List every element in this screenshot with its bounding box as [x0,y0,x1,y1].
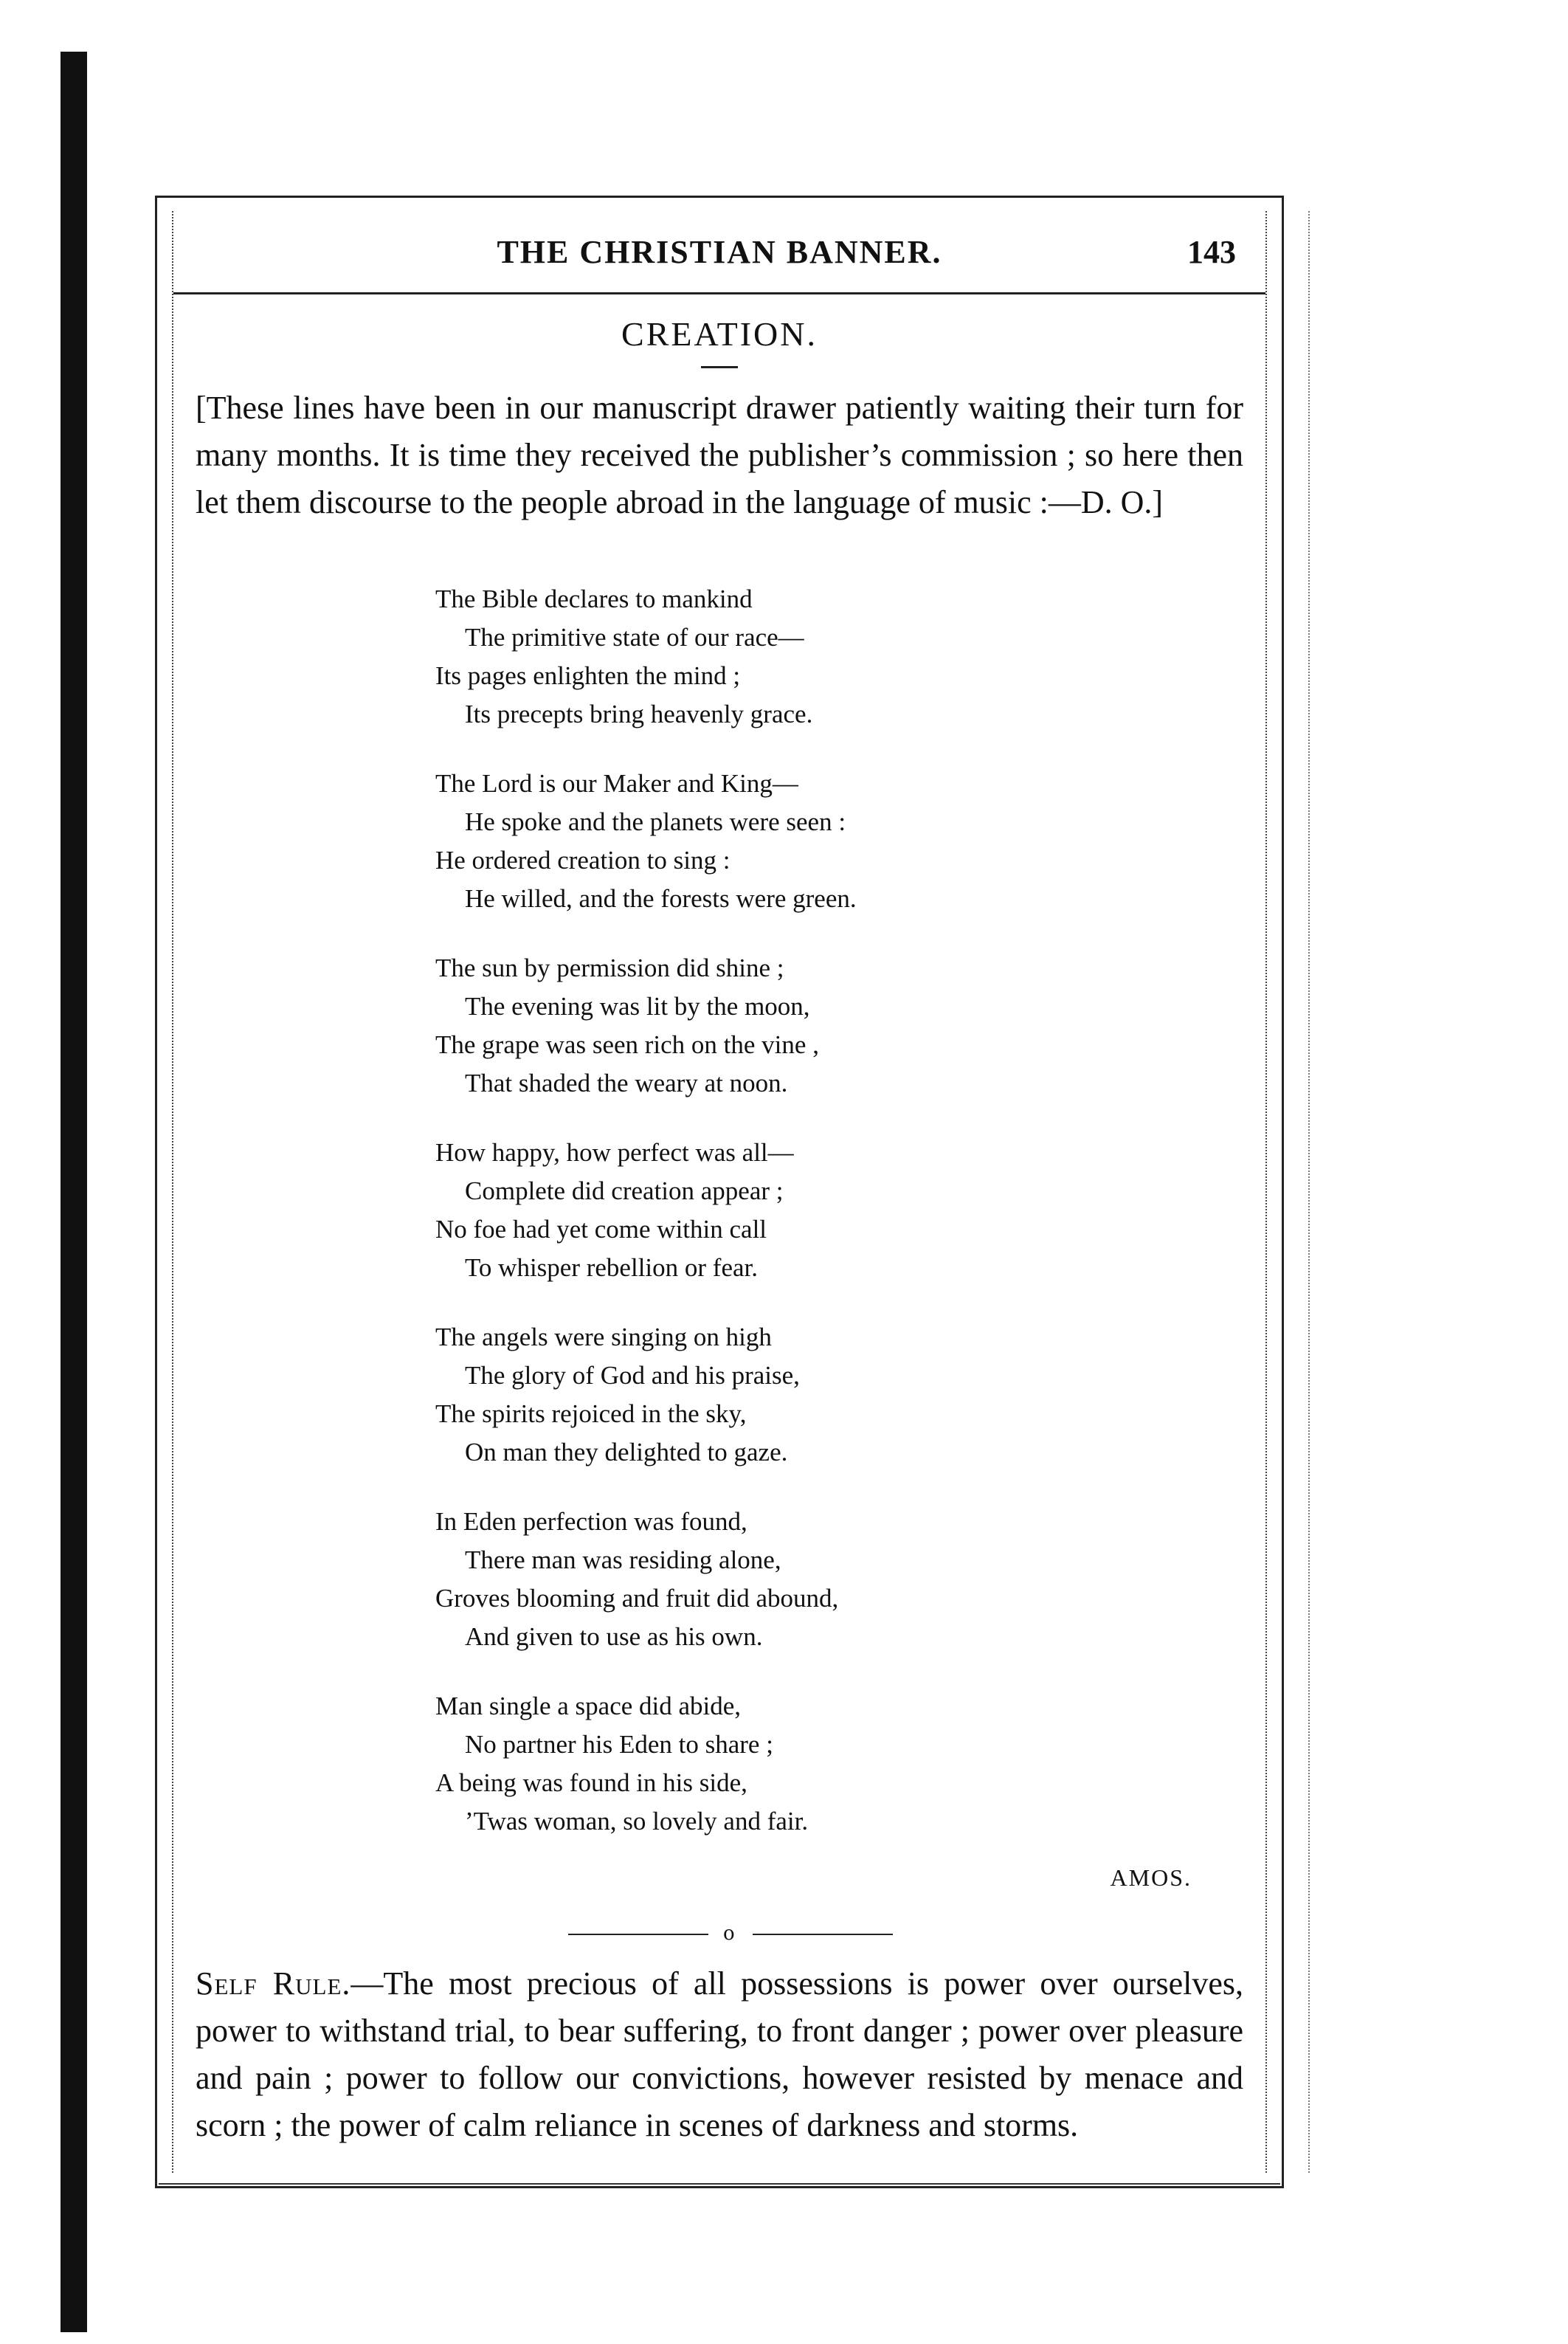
poem-stanza [435,1134,1099,1287]
title-rule [701,366,738,368]
poem-line: And given to use as his own. [465,1622,763,1651]
poem-line: The evening was lit by the moon, [465,992,810,1021]
poem-line: The glory of God and his praise, [465,1361,800,1390]
poem-line: He spoke and the planets were seen : [465,807,846,836]
poem-line: On man they delighted to gaze. [465,1438,788,1466]
poem-line: The angels were singing on high [435,1323,772,1351]
running-head: THE CHRISTIAN BANNER. [497,234,942,270]
poem-line: The sun by permission did shine ; [435,954,784,982]
page [155,196,1284,2188]
divider-rule-right [753,1934,893,1935]
poem-line: That shaded the weary at noon. [465,1069,788,1097]
poem-author: AMOS. [1110,1864,1192,1891]
poem [435,580,1099,1872]
poem-line: Man single a space did abide, [435,1692,742,1720]
page-number: 143 [1187,234,1236,270]
poem-line: The primitive state of our race— [465,623,804,652]
poem-line: There man was residing alone, [465,1545,781,1574]
poem-line: ’Twas woman, so lovely and fair. [465,1807,809,1835]
divider-ornament: o [723,1923,735,1945]
poem-stanza [435,1687,1099,1841]
poem-line: No foe had yet come within call [435,1215,767,1244]
poem-line: Its pages enlighten the mind ; [435,661,741,690]
poem-line: Groves blooming and fruit did abound, [435,1584,839,1613]
poem-stanza [435,949,1099,1103]
poem-line: How happy, how perfect was all— [435,1138,794,1167]
poem-line: No partner his Eden to share ; [465,1730,773,1759]
poem-line: A being was found in his side, [435,1768,747,1797]
margin-dotted-rule [1294,211,1310,2173]
poem-line: Its precepts bring heavenly grace. [465,700,813,728]
book-spine-shadow [61,52,87,2332]
poem-line: He ordered creation to sing : [435,846,731,875]
poem-stanza [435,765,1099,918]
poem-line: Complete did creation appear ; [465,1176,784,1205]
divider-rule-left [568,1934,708,1935]
poem-line: The grape was seen rich on the vine , [435,1030,819,1059]
poem-line: He willed, and the forests were green. [465,884,857,913]
poem-stanza [435,1318,1099,1472]
poem-line: To whisper rebellion or fear. [465,1253,758,1282]
paragraph-text: —The most precious of all possessions is power over ourselves, power to withstand trial, to bear suffering, to front danger ; power over pleasure and pain ; power to follow our convictions, however resisted by menace and scorn ; the power of calm reliance in scenes of darkness and storms. [196,1965,1243,2143]
poem-line: The Bible declares to mankind [435,585,753,613]
paragraph-lead: Self Rule. [196,1965,351,2002]
poem-line: In Eden perfection was found, [435,1507,747,1536]
poem-line: The Lord is our Maker and King— [435,769,798,798]
poem-stanza [435,1503,1099,1656]
poem-line: The spirits rejoiced in the sky, [435,1399,747,1428]
page-header [173,211,1265,294]
page-frame [172,211,1267,2173]
article-title: CREATION. [621,315,818,353]
footer-rule [159,2183,1280,2185]
poem-stanza [435,580,1099,734]
section-divider [568,1923,893,1945]
self-rule-paragraph [196,1960,1243,2149]
editor-note: [These lines have been in our manuscript drawer patiently waiting their turn for many months. It is time they received the publisher’s commission ; so here then let them discourse to the people abroad in the language of music :—D. O.] [196,390,1243,520]
